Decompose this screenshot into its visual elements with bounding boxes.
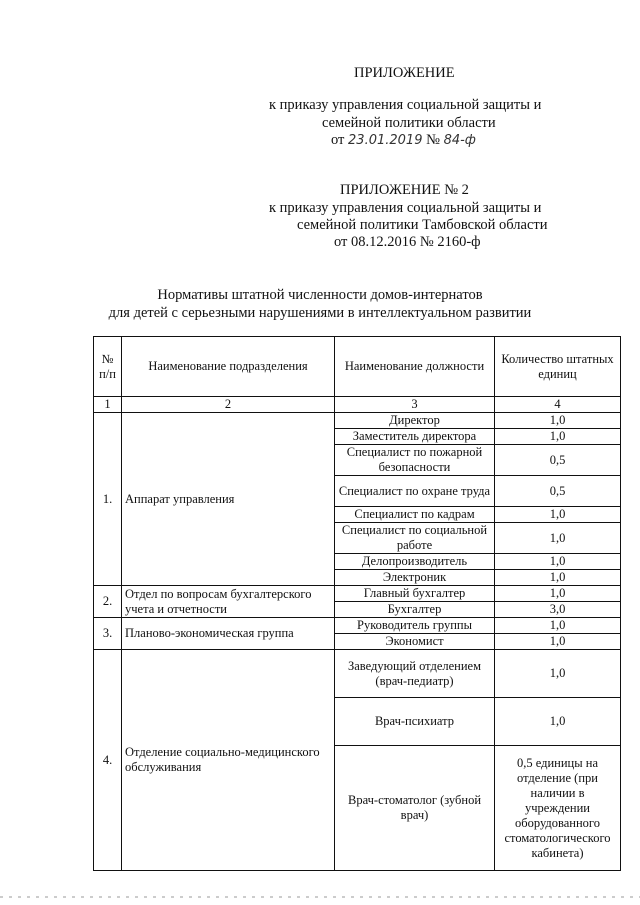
header-num: № п/п	[94, 337, 122, 397]
handwritten-date: 23.01.2019	[348, 133, 423, 148]
group-num: 3.	[94, 618, 122, 650]
position-cell: Специалист по социальной работе	[335, 523, 495, 554]
column-number-row	[94, 397, 621, 413]
doc-title-line1: Нормативы штатной численности домов-интернатов	[157, 287, 483, 303]
qty-cell: 1,0	[495, 586, 621, 602]
qty-cell: 1,0	[495, 429, 621, 445]
date-prefix: от	[331, 132, 345, 148]
qty-cell: 1,0	[495, 507, 621, 523]
col-number: 1	[94, 397, 122, 413]
qty-cell: 3,0	[495, 602, 621, 618]
position-cell: Врач-психиатр	[335, 698, 495, 746]
position-cell: Главный бухгалтер	[335, 586, 495, 602]
position-cell: Экономист	[335, 634, 495, 650]
handwritten-number: 84-ф	[443, 133, 476, 148]
table-row	[94, 586, 621, 602]
position-cell: Заведующий отделением (врач-педиатр)	[335, 650, 495, 698]
appendix-order-date-line	[331, 131, 476, 150]
position-cell: Специалист по охране труда	[335, 476, 495, 507]
header-unit: Наименование подразделения	[122, 337, 335, 397]
number-prefix: №	[426, 132, 440, 148]
qty-cell: 1,0	[495, 698, 621, 746]
qty-cell: 1,0	[495, 650, 621, 698]
qty-cell: 0,5	[495, 476, 621, 507]
col-number: 4	[495, 397, 621, 413]
appendix-order-line2: семейной политики области	[322, 115, 496, 131]
group-num: 4.	[94, 650, 122, 871]
group-num: 2.	[94, 586, 122, 618]
header-qty: Количество штатных единиц	[495, 337, 621, 397]
group-unit: Отделение социально-медицинского обслуживания	[122, 650, 335, 871]
position-cell: Делопроизводитель	[335, 554, 495, 570]
position-cell: Руководитель группы	[335, 618, 495, 634]
qty-cell: 0,5 единицы на отделение (при наличии в учреждении оборудованного стоматологического кабинета)	[495, 746, 621, 871]
staffing-table	[93, 336, 621, 871]
position-cell: Заместитель директора	[335, 429, 495, 445]
col-number: 2	[122, 397, 335, 413]
qty-cell: 1,0	[495, 570, 621, 586]
position-cell: Специалист по пожарной безопасности	[335, 445, 495, 476]
position-cell: Директор	[335, 413, 495, 429]
appendix2-order-line1: к приказу управления социальной защиты и	[269, 200, 542, 216]
position-cell: Врач-стоматолог (зубной врач)	[335, 746, 495, 871]
table-header-row	[94, 337, 621, 397]
group-unit: Отдел по вопросам бухгалтерского учета и отчетности	[122, 586, 335, 618]
position-cell: Электроник	[335, 570, 495, 586]
header-position: Наименование должности	[335, 337, 495, 397]
position-cell: Бухгалтер	[335, 602, 495, 618]
qty-cell: 0,5	[495, 445, 621, 476]
table-row	[94, 413, 621, 429]
appendix2-order-line2: семейной политики Тамбовской области	[297, 217, 548, 233]
group-unit: Аппарат управления	[122, 413, 335, 586]
col-number: 3	[335, 397, 495, 413]
scan-edge-noise	[0, 896, 640, 898]
doc-title-line2: для детей с серьезными нарушениями в интеллектуальном развитии	[108, 305, 532, 321]
qty-cell: 1,0	[495, 554, 621, 570]
qty-cell: 1,0	[495, 634, 621, 650]
appendix-order-line1: к приказу управления социальной защиты и	[269, 97, 542, 113]
group-unit: Планово-экономическая группа	[122, 618, 335, 650]
qty-cell: 1,0	[495, 413, 621, 429]
position-cell: Специалист по кадрам	[335, 507, 495, 523]
group-num: 1.	[94, 413, 122, 586]
qty-cell: 1,0	[495, 523, 621, 554]
table-row	[94, 618, 621, 634]
appendix2-order-date: от 08.12.2016 № 2160-ф	[334, 234, 481, 250]
qty-cell: 1,0	[495, 618, 621, 634]
appendix2-title: ПРИЛОЖЕНИЕ № 2	[340, 182, 469, 198]
appendix-title: ПРИЛОЖЕНИЕ	[354, 65, 455, 81]
table-row	[94, 650, 621, 698]
